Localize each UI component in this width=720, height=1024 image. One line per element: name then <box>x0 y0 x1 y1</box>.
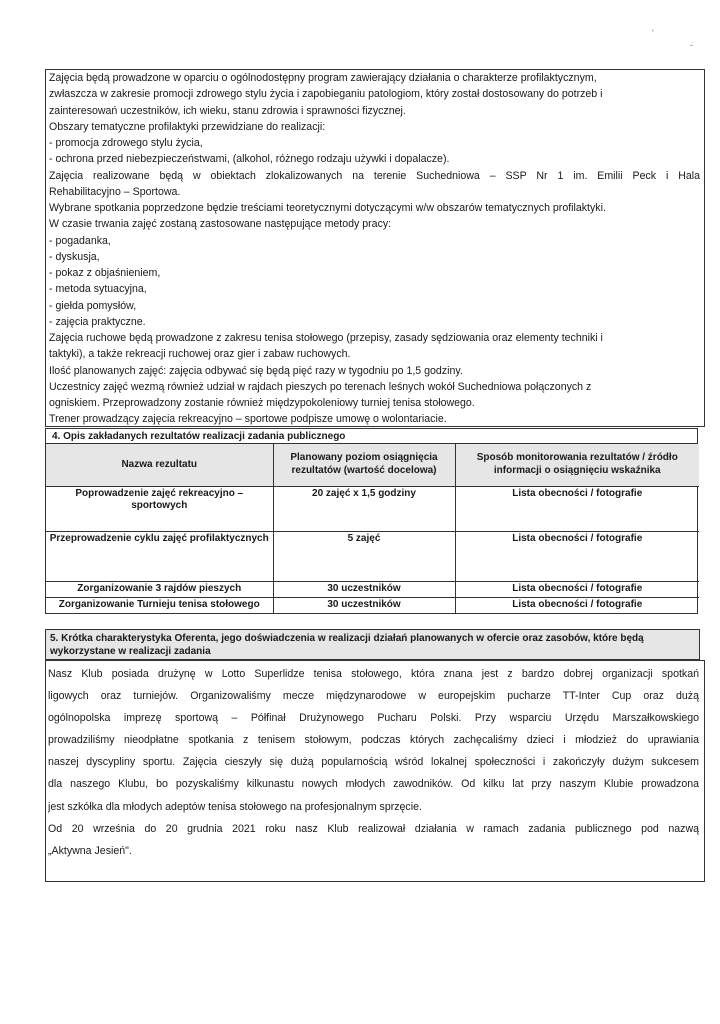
list-item: - ochrona przed niebezpieczeństwami, (alkohol, różnego rodzaju używki i dopalacze). <box>49 153 450 166</box>
section-4-title: 4. Opis zakładanych rezultatów realizacji zadania publicznego <box>46 429 697 444</box>
scan-mark: - <box>690 40 693 50</box>
list-item: - metoda sytuacyjna, <box>49 283 147 296</box>
table-cell: Lista obecności / fotografie <box>455 531 699 581</box>
list-item: - dyskusja, <box>49 250 100 263</box>
text-line: taktyki), a także rekreacji ruchowej oraz gier i zabaw ruchowych. <box>49 348 351 361</box>
offeror-description-box <box>45 660 705 882</box>
text-line: Od 20 września do 20 grudnia 2021 roku nasz Klub realizował działania w ramach zadania publicznego pod nazwą <box>48 822 699 835</box>
text-line: naszej dyscypliny sportu. Zajęcia cieszyły się dużą popularnością wśród lokalnej społeczności i zakończyły dużym sukcesem <box>48 756 699 769</box>
table-cell: Zorganizowanie 3 rajdów pieszych <box>46 581 273 597</box>
table-cell: 30 uczestników <box>273 597 455 613</box>
table-cell: Lista obecności / fotografie <box>455 597 699 613</box>
text-line: jest szkółka dla młodych adeptów tenisa stołowego na profesjonalnym sprzęcie. <box>48 800 422 813</box>
text-line: ligowych oraz turniejów. Organizowaliśmy mecze międzynarodowe w europejskim pucharze TT-Inter Cup oraz dużą <box>48 690 699 703</box>
column-header-result-name: Nazwa rezultatu <box>46 444 273 486</box>
text-line: W czasie trwania zajęć zostaną zastosowane następujące metody pracy: <box>49 218 392 231</box>
results-table <box>46 444 699 613</box>
text-line: zainteresowań uczestników, ich wieku, stanu zdrowia i sprawności fizycznej. <box>49 104 406 117</box>
table-row <box>46 581 699 597</box>
text-line: Uczestnicy zajęć wezmą również udział w rajdach pieszych po terenach leśnych wokół Suchedniowa połączonych z <box>49 380 592 393</box>
text-line: Wybrane spotkania poprzedzone będzie treściami teoretycznymi dotyczącymi w/w obszarów tematycznych profilaktyki. <box>49 202 606 214</box>
text-line: Zajęcia ruchowe będą prowadzone z zakresu tenisa stołowego (przepisy, zasady sędziowania oraz elementy techniki i <box>49 332 603 344</box>
results-section <box>45 428 698 614</box>
text-line: prowadziliśmy nieodpłatne spotkania z tenisem stołowym, podczas których zachęcaliśmy dzieci i młodzież do uprawiania <box>48 734 699 747</box>
text-line: ogólnopolska imprezę sportową – Półfinał Drużynowego Pucharu Polski. Przy wsparciu Urzędu Marszałkowskiego <box>48 712 699 725</box>
list-item: - promocja zdrowego stylu życia, <box>49 137 203 149</box>
text-line: ogniskiem. Przeprowadzony zostanie również międzypokoleniowy turniej tenisa stołowego. <box>49 397 475 409</box>
list-item: - pokaz z objaśnieniem, <box>49 267 161 279</box>
text-line: dla naszego Klubu, bo pozyskaliśmy kilkunastu nowych młodych zawodników. Od kilku lat przy naszym Klubie prowadzona <box>48 778 699 791</box>
text-line: Trener prowadzący zajęcia rekreacyjno – sportowe podpisze umowę o wolontariacie. <box>49 413 447 426</box>
table-cell: 5 zajęć <box>273 531 455 581</box>
column-header-monitoring: Sposób monitorowania rezultatów / źródło informacji o osiągnięciu wskaźnika <box>455 444 699 486</box>
scan-mark: ' <box>652 28 654 38</box>
activity-description-box <box>45 69 705 427</box>
table-cell: 20 zajęć x 1,5 godziny <box>273 486 455 531</box>
text-line: Rehabilitacyjno – Sportowa. <box>49 185 181 198</box>
table-cell: Lista obecności / fotografie <box>455 486 699 531</box>
table-cell: Przeprowadzenie cyklu zajęć profilaktycznych <box>46 531 273 581</box>
table-row <box>46 597 699 613</box>
table-row <box>46 486 699 531</box>
table-cell: 30 uczestników <box>273 581 455 597</box>
text-line: Obszary tematyczne profilaktyki przewidziane do realizacji: <box>49 120 326 133</box>
table-cell: Zorganizowanie Turnieju tenisa stołowego <box>46 597 273 613</box>
section-5-title: 5. Krótka charakterystyka Oferenta, jego doświadczenia w realizacji działań planowanych w ofercie oraz zasobów, które będą wykorzystane w realizacji zadania <box>45 629 700 660</box>
text-line: zwłaszcza w zakresie promocji zdrowego stylu życia i zapobieganiu patologiom, który został dostosowany do potrzeb i <box>49 88 603 101</box>
list-item: - giełda pomysłów, <box>49 299 137 312</box>
table-header-row <box>46 444 699 486</box>
column-header-planned-level: Planowany poziom osiągnięcia rezultatów (wartość docelowa) <box>273 444 455 486</box>
text-line: Nasz Klub posiada drużynę w Lotto Superlidze tenisa stołowego, która znana jest z bardzo dobrej organizacji spotkań <box>48 668 699 680</box>
list-item: - zajęcia praktyczne. <box>49 315 146 328</box>
table-cell: Lista obecności / fotografie <box>455 581 699 597</box>
text-line: Ilość planowanych zajęć: zajęcia odbywać się będą pięć razy w tygodniu po 1,5 godziny. <box>49 364 463 377</box>
text-line: Zajęcia realizowane będą w obiektach zlokalizowanych na terenie Suchedniowa – SSP Nr 1 im. Emilii Peck i Hala <box>49 169 700 182</box>
text-line: „Aktywna Jesień". <box>48 844 132 857</box>
list-item: - pogadanka, <box>49 234 111 247</box>
text-line: Zajęcia będą prowadzone w oparciu o ogólnodostępny program zawierający działania o charakterze profilaktycznym, <box>49 72 597 84</box>
table-cell: Poprowadzenie zajęć rekreacyjno – sportowych <box>46 486 273 531</box>
table-row <box>46 531 699 581</box>
